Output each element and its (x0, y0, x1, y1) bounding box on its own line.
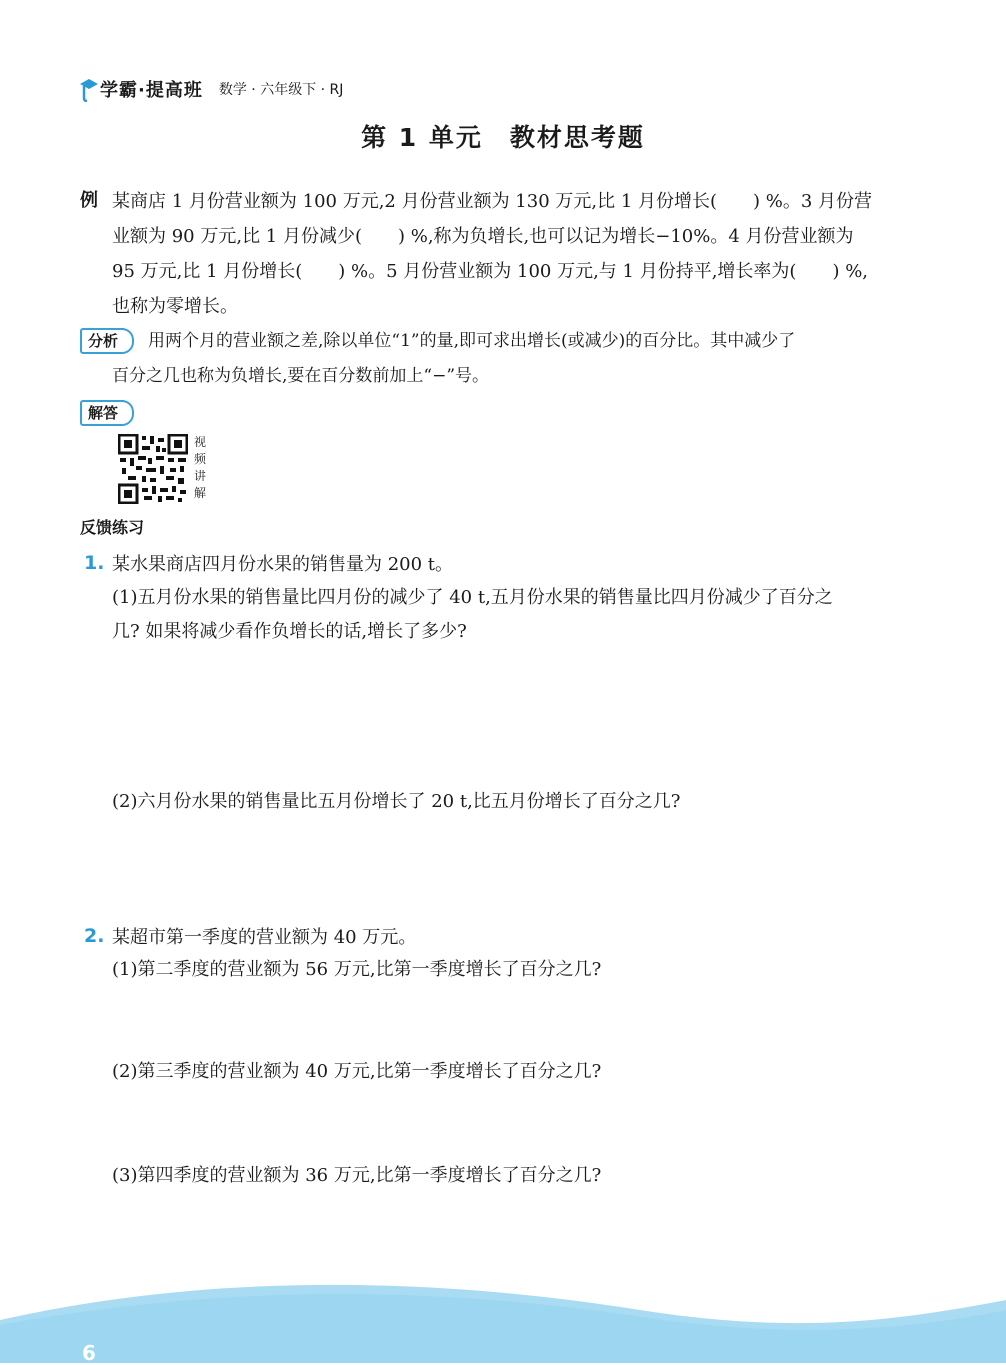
video-char-2: 频 (193, 452, 206, 466)
analysis-tag (80, 328, 124, 354)
example-label: 例 (80, 190, 98, 211)
q2-stem: 某超市第一季度的营业额为 40 万元。 (112, 927, 417, 948)
video-char-3: 讲 (193, 469, 206, 483)
analysis-line-2: 百分之几也称为负增长,要在百分数前加上“−”号。 (112, 366, 490, 386)
graduation-cap-icon (78, 76, 100, 102)
video-char-1: 视 (193, 435, 206, 449)
example-line-3: 95 万元,比 1 月份增长( ) %。5 月份营业额为 100 万元,与 1 月份持平,增长率为( ) %, (112, 261, 869, 282)
qr-code-icon[interactable] (118, 434, 188, 504)
q2-part2: (2)第三季度的营业额为 40 万元,比第一季度增长了百分之几? (112, 1061, 602, 1082)
q1-part1-line-1: (1)五月份水果的销售量比四月份的减少了 40 t,五月份水果的销售量比四月份减少了百分之 (112, 587, 833, 608)
q1-part1-line-2: 几? 如果将减少看作负增长的话,增长了多少? (112, 621, 467, 642)
brand-name: 学霸·提高班 (100, 80, 203, 101)
example-line-1: 某商店 1 月份营业额为 100 万元,2 月份营业额为 130 万元,比 1 月份增长( ) %。3 月份营 (112, 191, 873, 212)
feedback-heading: 反馈练习 (80, 518, 145, 537)
q1-part2: (2)六月份水果的销售量比五月份增长了 20 t,比五月份增长了百分之几? (112, 791, 681, 812)
example-line-4: 也称为零增长。 (112, 296, 238, 317)
q1-number: 1. (84, 552, 105, 574)
analysis-line-1: 用两个月的营业额之差,除以单位“1”的量,即可求出增长(或减少)的百分比。其中减少了 (148, 331, 796, 351)
book-subtitle: 数学 · 六年级下 · RJ (218, 82, 344, 98)
video-char-4: 解 (193, 486, 206, 500)
q2-part1: (1)第二季度的营业额为 56 万元,比第一季度增长了百分之几? (112, 959, 602, 980)
video-explanation-label (193, 434, 207, 502)
q1-stem: 某水果商店四月份水果的销售量为 200 t。 (112, 554, 454, 575)
analysis-tag-label: 分析 (80, 328, 124, 354)
q2-part3: (3)第四季度的营业额为 36 万元,比第一季度增长了百分之几? (112, 1165, 602, 1186)
answer-tag-label: 解答 (80, 400, 124, 426)
page-title: 第 1 单元 教材思考题 (361, 123, 645, 152)
header-logo (78, 76, 343, 102)
page-number: 6 (82, 1341, 96, 1365)
footer-wave (0, 1280, 1006, 1363)
q2-number: 2. (84, 925, 105, 947)
answer-tag (80, 400, 124, 426)
example-line-2: 业额为 90 万元,比 1 月份减少( ) %,称为负增长,也可以记为增长−10%。4 月份营业额为 (112, 226, 854, 247)
